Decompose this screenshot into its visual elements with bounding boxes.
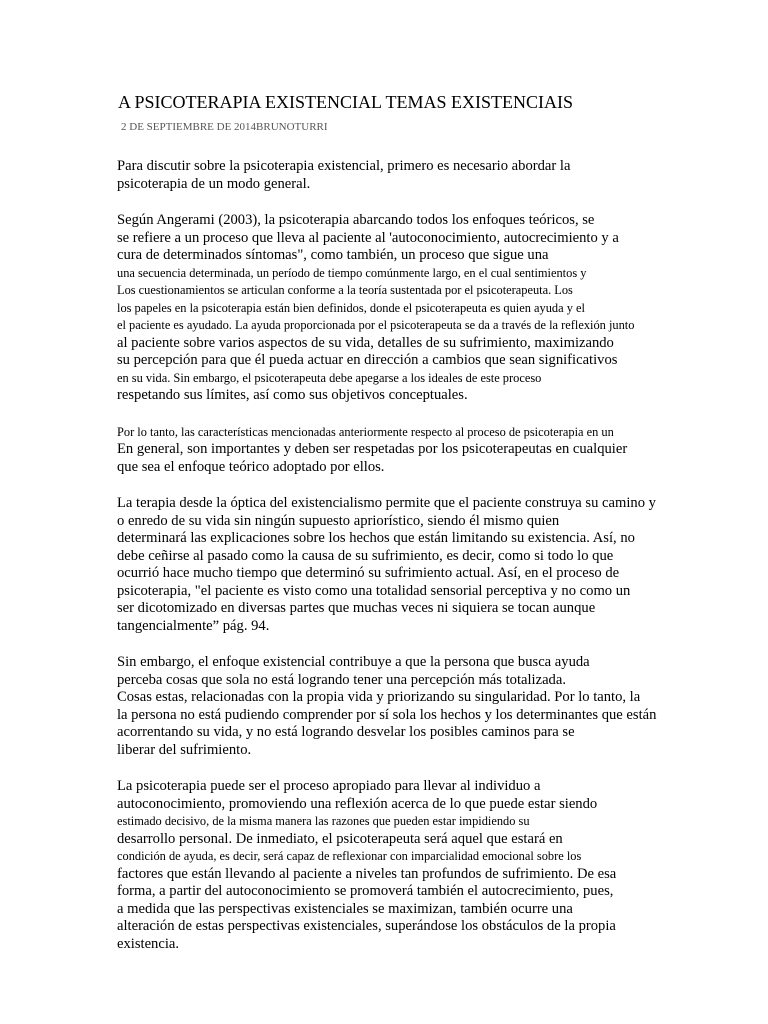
text-line: psicoterapia, "el paciente es visto como una totalidad sensorial perceptiva y no como un — [117, 582, 631, 599]
text-line: La terapia desde la óptica del existencialismo permite que el paciente construya su camino y — [117, 495, 656, 511]
text-line: su percepción para que él pueda actuar en dirección a cambios que sean significativos — [117, 352, 618, 368]
text-line: existencia. — [117, 935, 179, 952]
text-line: Cosas estas, relacionadas con la propia vida y priorizando su singularidad. Por lo tanto, la — [117, 689, 641, 705]
text-line: desarrollo personal. De inmediato, el psicoterapeuta será aquel que estará en — [117, 830, 563, 847]
text-line: alteración de estas perspectivas existenciales, superándose los obstáculos de la propia — [117, 918, 616, 934]
text-line: condición de ayuda, es decir, será capaz de reflexionar con imparcialidad emocional sobre los — [117, 849, 582, 863]
text-line: psicoterapia de un modo general. — [117, 175, 311, 192]
text-line: o enredo de su vida sin ningún supuesto apriorístico, siendo él mismo quien — [117, 512, 560, 529]
paragraph — [117, 654, 677, 759]
text-line: ser dicotomizado en diversas partes que muchas veces ni siquiera se tocan aunque — [117, 600, 596, 616]
text-line: al paciente sobre varios aspectos de su vida, detalles de su sufrimiento, maximizando — [117, 334, 614, 351]
text-line: debe ceñirse al pasado como la causa de su sufrimiento, es decir, como si todo lo que — [117, 547, 614, 564]
paragraph — [117, 778, 677, 953]
text-line: a medida que las perspectivas existenciales se maximizan, también ocurre una — [117, 900, 573, 917]
article-title: A PSICOTERAPIA EXISTENCIAL TEMAS EXISTENCIAIS — [118, 92, 574, 112]
text-line: Sin embargo, el enfoque existencial contribuye a que la persona que busca ayuda — [117, 654, 590, 670]
text-line: perceba cosas que sola no está logrando tener una percepción más totalizada. — [117, 671, 566, 688]
text-line: en su vida. Sin embargo, el psicoterapeuta debe apegarse a los ideales de este proceso — [117, 370, 542, 385]
text-line: los papeles en la psicoterapia están bien definidos, donde el psicoterapeuta es quien ayuda y el — [117, 300, 585, 315]
text-line: estimado decisivo, de la misma manera las razones que pueden estar impidiendo su — [117, 814, 530, 828]
text-line: liberar del sufrimiento. — [117, 741, 252, 758]
text-line: cura de determinados síntomas", como también, un proceso que sigue una — [117, 247, 549, 263]
article-meta: 2 DE SEPTIEMBRE DE 2014BRUNOTURRI — [121, 121, 328, 133]
text-line: se refiere a un proceso que lleva al paciente al 'autoconocimiento, autocrecimiento y a — [117, 229, 619, 246]
text-line: Según Angerami (2003), la psicoterapia abarcando todos los enfoques teóricos, se — [117, 212, 595, 228]
text-line: ocurrió hace mucho tiempo que determinó su sufrimiento actual. Así, en el proceso de — [117, 565, 620, 581]
article-body — [117, 158, 677, 972]
text-line: respetando sus límites, así como sus objetivos conceptuales. — [117, 387, 468, 403]
text-line: la persona no está pudiendo comprender por sí sola los hechos y los determinantes que están — [117, 706, 657, 723]
text-line: La psicoterapia puede ser el proceso apropiado para llevar al individuo a — [117, 778, 541, 794]
text-line: que sea el enfoque teórico adoptado por ellos. — [117, 458, 385, 475]
text-line: Por lo tanto, las características mencionadas anteriormente respecto al proceso de psicoterapia en un — [117, 424, 614, 439]
paragraph — [117, 424, 677, 477]
text-line: tangencialmente” pág. 94. — [117, 617, 270, 634]
text-line: factores que están llevando al paciente a niveles tan profundos de sufrimiento. De esa — [117, 865, 617, 882]
paragraph — [117, 212, 677, 405]
text-line: Los cuestionamientos se articulan conforme a la teoría sustentada por el psicoterapeuta. Los — [117, 283, 573, 297]
text-line: En general, son importantes y deben ser respetadas por los psicoterapeutas en cualquier — [117, 441, 628, 457]
text-line: autoconocimiento, promoviendo una reflexión acerca de lo que puede estar siendo — [117, 795, 598, 812]
text-line: forma, a partir del autoconocimiento se promoverá también el autocrecimiento, pues, — [117, 883, 614, 899]
text-line: acorrentando su vida, y no está logrando desvelar los posibles caminos para se — [117, 724, 575, 740]
text-line: una secuencia determinada, un período de tiempo comúnmente largo, en el cual sentimientos y — [117, 265, 587, 280]
text-line: Para discutir sobre la psicoterapia existencial, primero es necesario abordar la — [117, 158, 571, 174]
paragraph — [117, 158, 677, 193]
paragraph — [117, 495, 677, 635]
text-line: el paciente es ayudado. La ayuda proporcionada por el psicoterapeuta se da a través de la reflexión junto — [117, 318, 635, 332]
text-line: determinará las explicaciones sobre los hechos que están limitando su existencia. Así, no — [117, 530, 635, 546]
